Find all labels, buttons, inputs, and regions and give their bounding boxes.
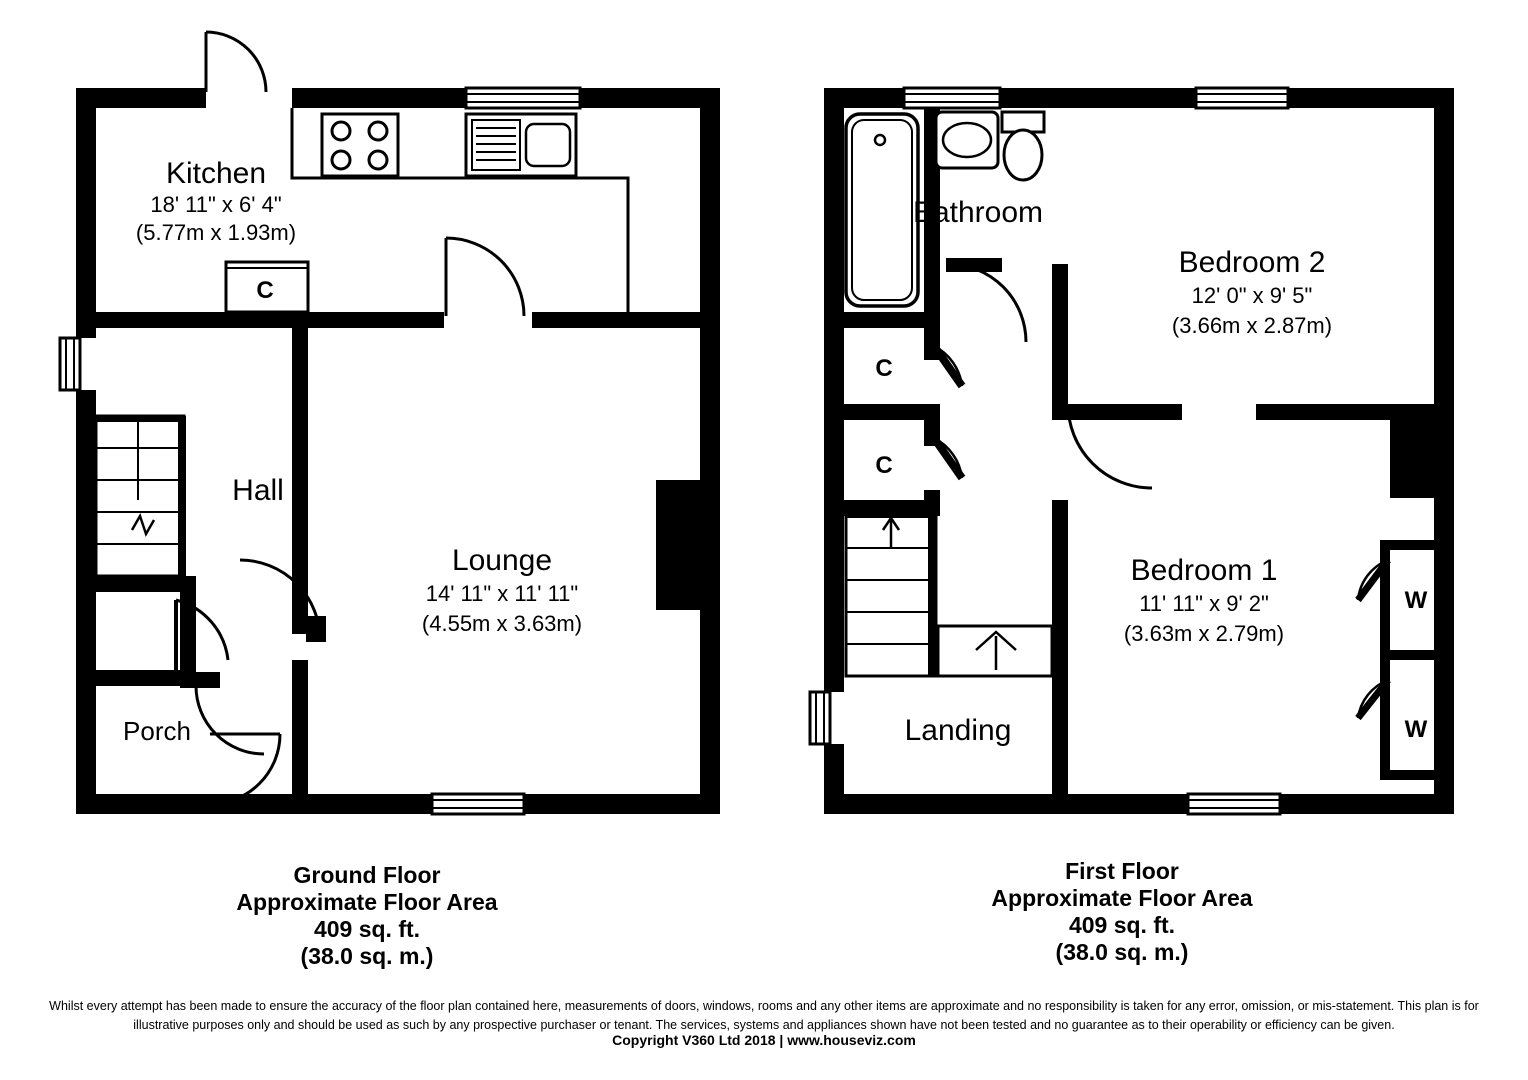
- ground-floor-caption-name: Ground Floor: [293, 862, 441, 888]
- kitchen-fixtures: [226, 108, 628, 312]
- wardrobe-label-2: W: [1404, 716, 1428, 743]
- first-floor-caption-area-label: Approximate Floor Area: [991, 885, 1253, 911]
- first-floor-caption-sqm: (38.0 sq. m.): [1055, 939, 1189, 965]
- first-floor-caption-sqft: 409 sq. ft.: [1068, 912, 1176, 938]
- room-dim-kitchen-imperial: 18' 11" x 6' 4": [150, 192, 282, 217]
- room-dim-bedroom-2-imperial: 12' 0" x 9' 5": [1191, 283, 1313, 308]
- room-dim-lounge-metric: (4.55m x 3.63m): [421, 611, 583, 636]
- room-name-bedroom-1: Bedroom 1: [1130, 554, 1278, 587]
- ground-floor-caption-sqm: (38.0 sq. m.): [300, 943, 434, 969]
- ground-floor-caption-sqft: 409 sq. ft.: [313, 916, 421, 942]
- closet-label-first-2: C: [875, 452, 893, 479]
- room-dim-bedroom-1-imperial: 11' 11" x 9' 2": [1139, 591, 1269, 616]
- wardrobe-label-1: W: [1404, 587, 1428, 614]
- room-name-landing: Landing: [904, 714, 1012, 747]
- room-name-lounge: Lounge: [451, 544, 553, 577]
- closet-label-ground-1: C: [256, 277, 274, 304]
- ground-floor-caption-area-label: Approximate Floor Area: [236, 889, 498, 915]
- ground-floor-stairs: [96, 416, 186, 576]
- room-name-bathroom: Bathroom: [912, 196, 1044, 229]
- room-dim-kitchen-metric: (5.77m x 1.93m): [135, 220, 297, 245]
- ground-floor-plan: [60, 32, 720, 969]
- first-floor-caption: [991, 858, 1252, 965]
- copyright-text: Copyright V360 Ltd 2018 | www.houseviz.com: [612, 1032, 916, 1048]
- room-dim-lounge-imperial: 14' 11" x 11' 11": [425, 581, 579, 606]
- first-floor-plan: [810, 88, 1454, 965]
- room-name-kitchen: Kitchen: [165, 157, 267, 190]
- first-floor-caption-name: First Floor: [1065, 858, 1179, 884]
- room-name-porch: Porch: [123, 716, 191, 746]
- first-floor-stairs: [846, 510, 1052, 676]
- ground-floor-caption: [236, 862, 497, 969]
- disclaimer-line-2: illustrative purposes only and should be used as such by any prospective purchaser or tenant. The services, systems and appliances shown have not been tested and no guarantee as to their operability or efficiency can be given.: [133, 1017, 1395, 1032]
- room-name-hall: Hall: [232, 474, 284, 507]
- disclaimer-line-1: Whilst every attempt has been made to ensure the accuracy of the floor plan contained here, measurements of doors, windows, rooms and any other items are approximate and no responsibility is taken for any error, omission, or mis-statement. This plan is for: [49, 999, 1479, 1013]
- disclaimer-text: [0, 997, 1528, 1035]
- room-dim-bedroom-2-metric: (3.66m x 2.87m): [1171, 313, 1333, 338]
- closet-label-first-1: C: [875, 355, 893, 382]
- room-name-bedroom-2: Bedroom 2: [1178, 246, 1326, 279]
- room-dim-bedroom-1-metric: (3.63m x 2.79m): [1123, 621, 1285, 646]
